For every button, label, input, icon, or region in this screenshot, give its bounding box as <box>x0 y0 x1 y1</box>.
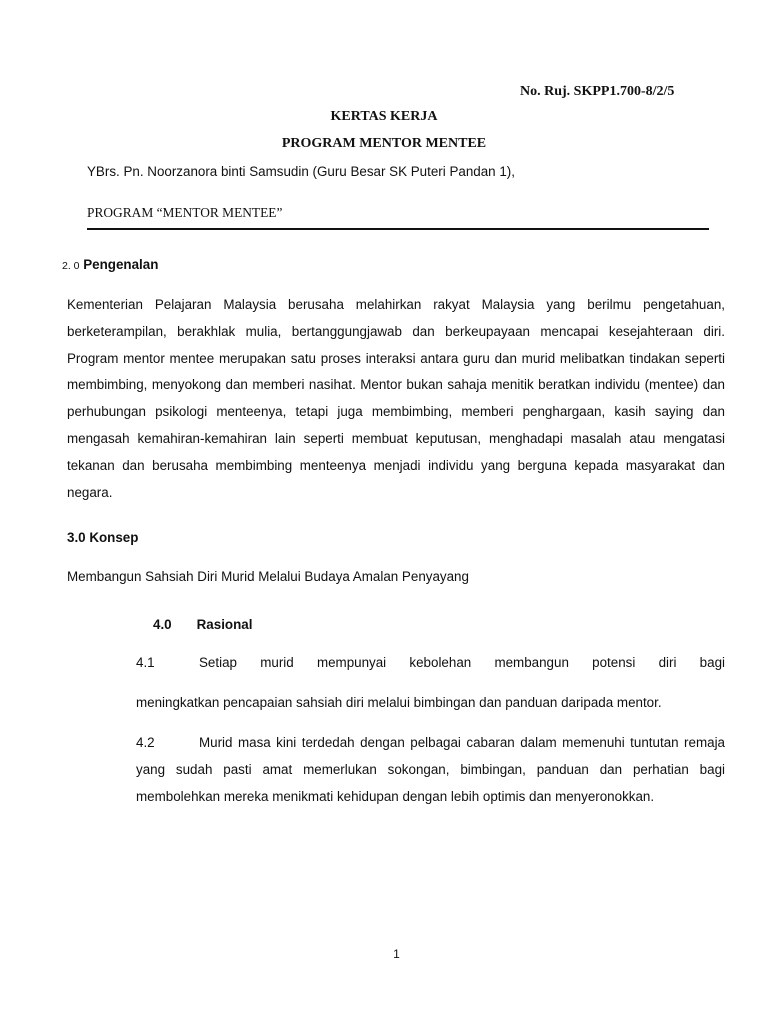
program-name: PROGRAM “MENTOR MENTEE” <box>87 205 283 220</box>
document-subtitle: PROGRAM MENTOR MENTEE <box>281 136 487 151</box>
document-title: KERTAS KERJA <box>330 109 438 124</box>
section-2-title: Pengenalan <box>83 257 159 272</box>
section-4-title: Rasional <box>196 617 253 632</box>
addressee-line: YBrs. Pn. Noorzanora binti Samsudin (Guru Besar SK Puteri Pandan 1), <box>87 164 515 179</box>
section-4-number: 4.0 <box>153 617 172 632</box>
section-2-number: 2. 0 <box>62 260 80 272</box>
reference-number: No. Ruj. SKPP1.700-8/2/5 <box>520 84 675 99</box>
section-4-heading <box>153 617 252 632</box>
item-4-2-text: Murid masa kini terdedah dengan pelbagai cabaran dalam memenuhi tuntutan remaja yang sudah pasti amat memerlukan sokongan, bimbingan, panduan dan perhatian bagi membolehkan mereka menikmati kehidupan dengan lebih optimis dan menyeronokkan. <box>136 735 725 804</box>
section-2-body: Kementerian Pelajaran Malaysia berusaha melahirkan rakyat Malaysia yang berilmu pengetahuan, berketerampilan, berakhlak mulia, bertanggungjawab dan berkeupayaan mencapai kesejahteraan diri. Program mentor mentee merupakan satu proses interaksi antara guru dan murid melibatkan tindakan seperti membimbing, menyokong dan memberi nasihat. Mentor bukan sahaja menitik beratkan individu (mentee) dan perhubungan psikologi menteenya, tetapi juga membimbing, memberi penghargaan, kasih saying dan mengasah kemahiran-kemahiran lain seperti membuat keputusan, menghadapi masalah atau mengatasi tekanan dan berusaha membimbing menteenya menjadi individu yang berguna kepada masyarakat dan negara. <box>67 297 725 500</box>
page-number: 1 <box>393 947 400 961</box>
item-4-1-line1: Setiap murid mempunyai kebolehan membangun potensi diri bagi <box>199 655 725 670</box>
section-3-body: Membangun Sahsiah Diri Murid Melalui Budaya Amalan Penyayang <box>67 569 469 584</box>
section-3-heading: 3.0 Konsep <box>67 530 139 545</box>
section-2-heading <box>62 257 158 272</box>
item-4-2-number: 4.2 <box>136 735 155 750</box>
item-4-2 <box>136 730 725 810</box>
item-4-1-number: 4.1 <box>136 655 155 670</box>
item-4-1-continuation: meningkatkan pencapaian sahsiah diri melalui bimbingan dan panduan daripada mentor. <box>136 695 662 710</box>
header-divider <box>87 228 709 230</box>
item-4-1 <box>136 650 725 677</box>
